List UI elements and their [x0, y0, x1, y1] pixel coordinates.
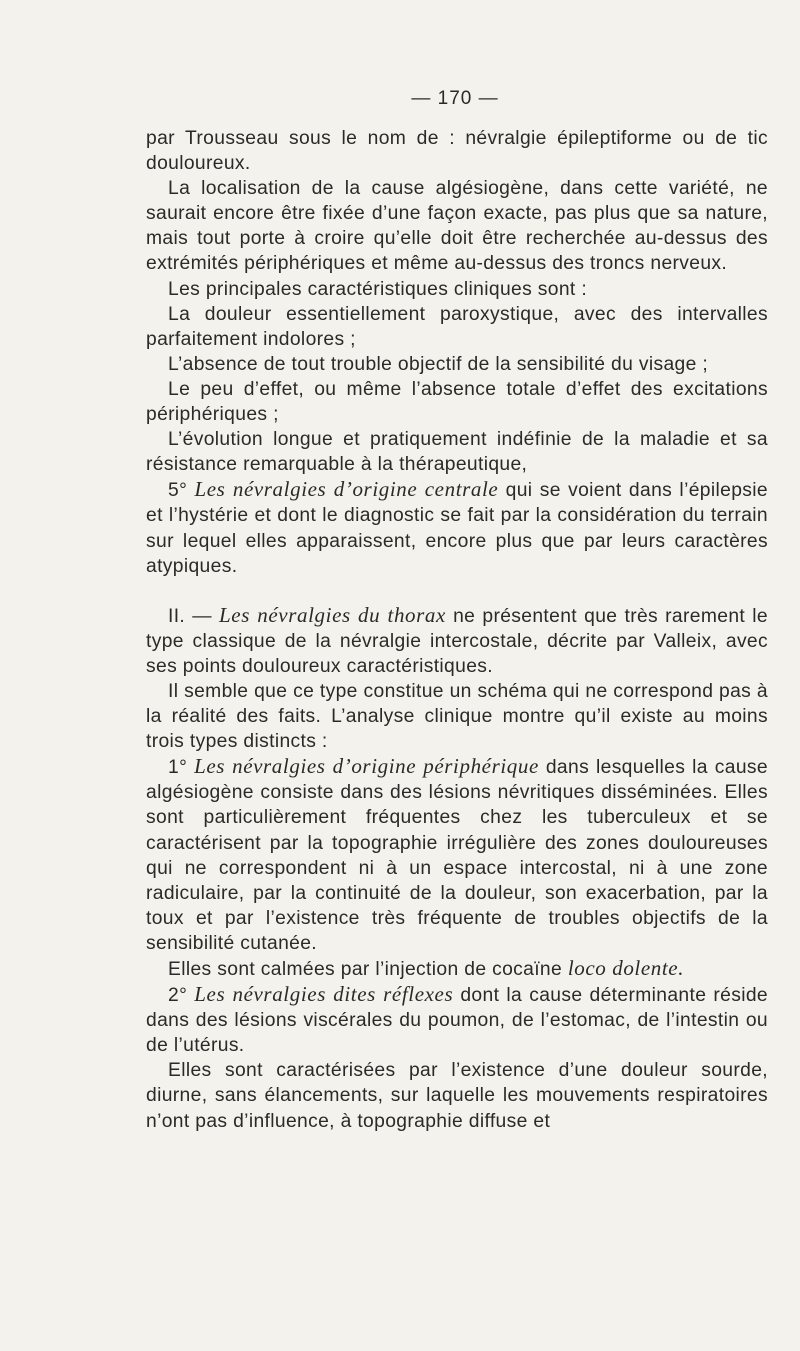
- paragraph-text: dans lesquelles la cause algésiogène consiste dans des lésions névritiques disséminées. Elles sont particulièrement fréquentes chez les tuberculeux et se caractérisent par la topographie irrégulière des zones douloureuses qui ne correspondent ni à un espace intercostal, ni à une zone radiculaire, par la continuité de la douleur, son exacerbation, par la toux et par l’existence très fréquente de troubles objectifs de la sensibilité cutanée.: [146, 757, 768, 954]
- paragraph-text: L’absence de tout trouble objectif de la sensibilité du visage ;: [168, 353, 709, 375]
- list-number: 1°: [168, 757, 188, 779]
- paragraph-text: dont la cause déterminante réside dans des lésions viscérales du poumon, de l’estomac, de l’intestin ou de l’utérus.: [146, 985, 768, 1057]
- page-number: — 170 —: [411, 88, 499, 109]
- section-number: II. —: [168, 605, 212, 627]
- paragraph: [146, 1058, 768, 1133]
- paragraph-text: Elles sont calmées par l’injection de cocaïne: [168, 959, 563, 980]
- paragraph: [146, 377, 768, 427]
- paragraph-text: Il semble que ce type constitue un schéma qui ne correspond pas à la réalité des faits. L’analyse clinique montre qu’il existe au moins trois types distincts :: [146, 680, 768, 753]
- paragraph-text: La douleur essentiellement paroxystique, avec des intervalles parfaitement indolores ;: [146, 303, 768, 350]
- italic-heading: Les névralgies d’origine centrale: [194, 477, 499, 502]
- paragraph-text: ne présentent que très rarement le type classique de la névralgie intercostale, décrite par Valleix, avec ses points douloureux caractéristiques.: [146, 605, 768, 677]
- paragraph: [146, 679, 768, 754]
- paragraph: [146, 956, 768, 982]
- paragraph-text: par Trousseau sous le nom de : névralgie épileptiforme ou de tic douloureux.: [146, 128, 768, 175]
- paragraph-text: Elles sont caractérisées par l’existence d’une douleur sourde, diurne, sans élancements, sur laquelle les mouvements respiratoires n’ont pas d’influence, à topographie diffuse et: [146, 1060, 768, 1132]
- list-number: 2°: [168, 985, 188, 1007]
- paragraph: [146, 302, 768, 352]
- paragraph-text: Les principales caractéristiques cliniques sont :: [168, 278, 588, 300]
- paragraph: [146, 754, 768, 956]
- body-text: [146, 126, 768, 1134]
- paragraph-text: qui se voient dans l’épilepsie et l’hystérie et dont le diagnostic se fait par la considération du terrain sur lequel elles apparaissent, encore plus que par leurs caractères atypiques.: [146, 480, 768, 577]
- paragraph-text: Le peu d’effet, ou même l’absence totale d’effet des excitations périphériques ;: [146, 378, 768, 426]
- italic-heading: Les névralgies d’origine périphérique: [194, 754, 539, 779]
- paragraph-text: La localisation de la cause algésiogène, dans cette variété, ne saurait encore être fixée d’une façon exacte, pas plus que sa nature, mais tout porte à croire qu’elle doit être recherchée au-dessus des extrémités périphériques et même au-dessus des troncs nerveux.: [146, 178, 768, 275]
- paragraph: [146, 427, 768, 477]
- paragraph: [146, 126, 768, 176]
- paragraph: [146, 277, 768, 302]
- italic-heading: Les névralgies du thorax: [219, 602, 446, 627]
- paragraph: [146, 603, 768, 679]
- list-number: 5°: [168, 480, 188, 502]
- paragraph-text: L’évolution longue et pratiquement indéfinie de la maladie et sa résistance remarquable à la thérapeutique,: [146, 429, 768, 476]
- italic-heading: Les névralgies dites réflexes: [194, 982, 454, 1007]
- paragraph: [146, 176, 768, 276]
- italic-phrase: loco dolente.: [567, 956, 685, 980]
- paragraph: [146, 982, 768, 1058]
- paragraph: [146, 352, 768, 377]
- paragraph: [146, 477, 768, 578]
